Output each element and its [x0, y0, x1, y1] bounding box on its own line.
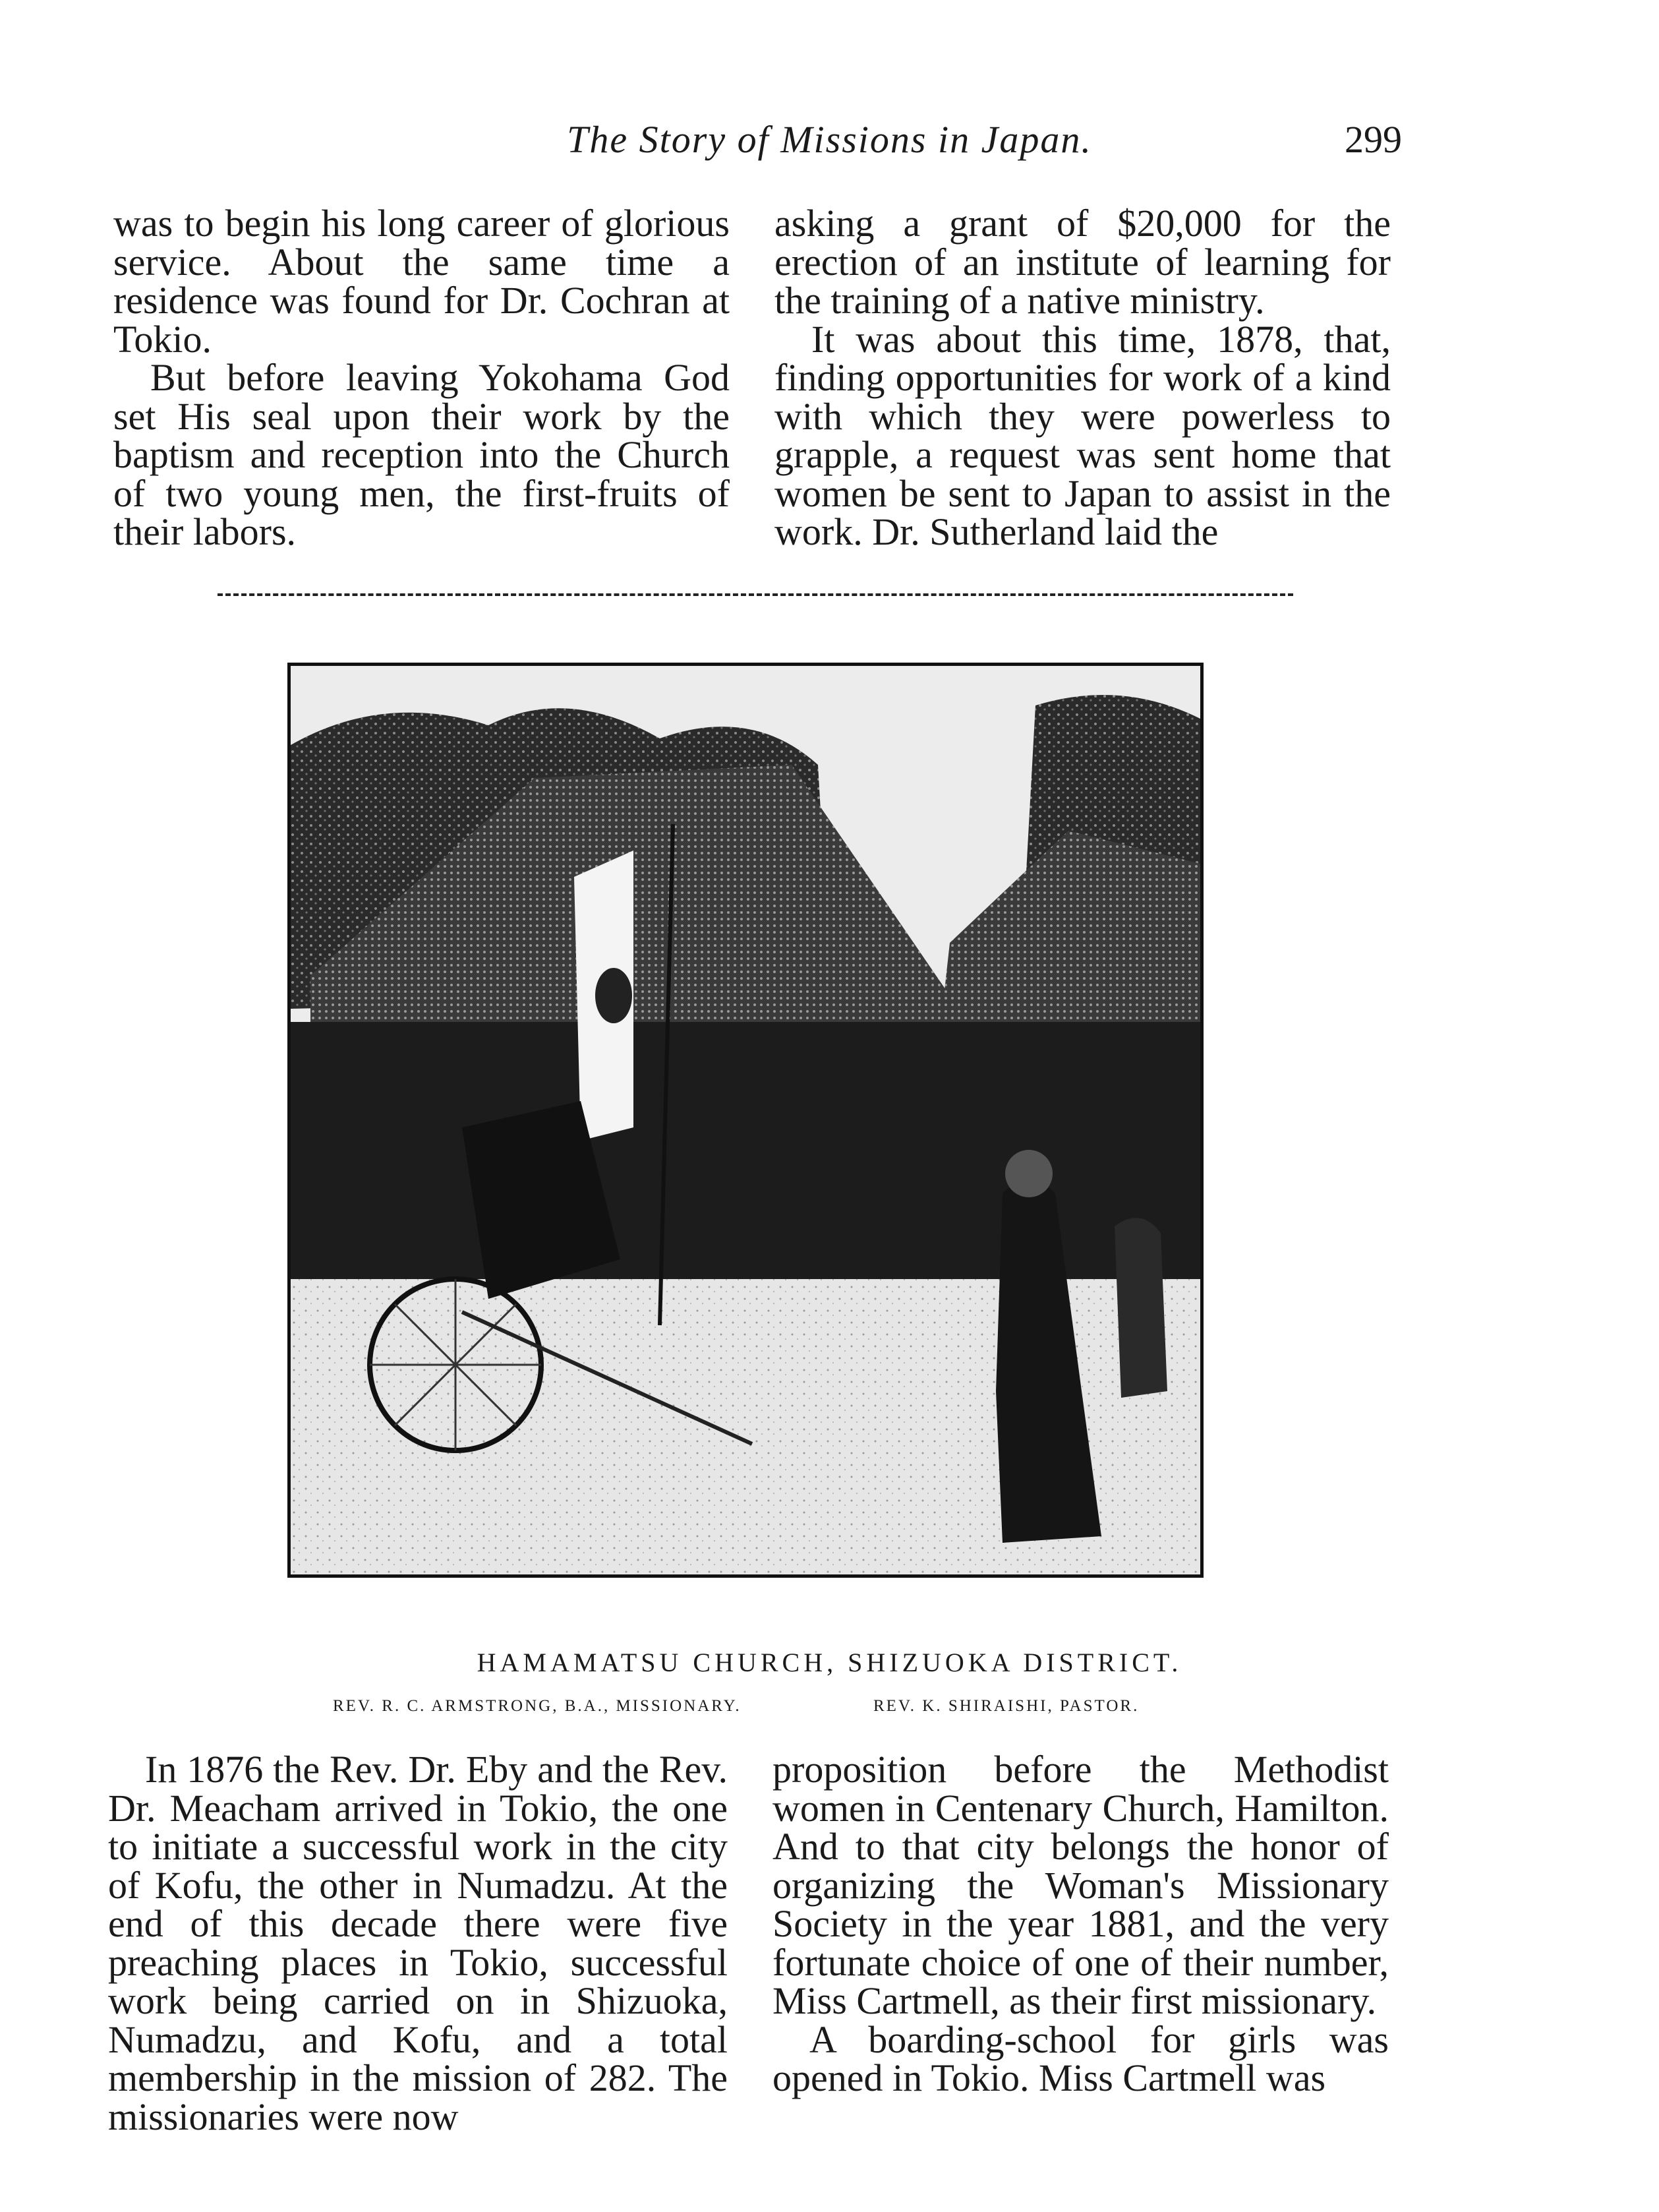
wall: [291, 1022, 1200, 1299]
credit-pastor: REV. K. SHIRAISHI, PASTOR.: [873, 1697, 1140, 1715]
paragraph: In 1876 the Rev. Dr. Eby and the Rev. Dr. Meacham arrived in Tokio, the one to initiate a successful work in the city of Kofu, the other in Numadzu. At the end of this decade there were five preaching places in Tokio, successful work being carried on in Shizuoka, Numadzu, and Kofu, and a total membership in the mission of 282. The missionaries were now: [108, 1748, 728, 2138]
dashed-separator: [218, 593, 1293, 596]
wheel-spokes: [370, 1279, 541, 1450]
page-number: 299: [1345, 118, 1402, 161]
top-right-column: [774, 204, 1391, 552]
bottom-left-column: [108, 1750, 728, 2136]
church-photograph: [287, 663, 1204, 1578]
credit-missionary: REV. R. C. ARMSTRONG, B.A., MISSIONARY.: [333, 1697, 742, 1715]
paragraph: A boarding-school for girls was opened in Tokio. Miss Cartmell was: [772, 2018, 1389, 2099]
paragraph: It was about this time, 1878, that, finding opportunities for work of a kind with which they were powerless to grapple, a request was sent home that women be sent to Japan to assist in the work. Dr. Sutherland laid the: [774, 317, 1391, 553]
running-title: The Story of Missions in Japan.: [567, 118, 1092, 161]
top-left-column: [113, 204, 730, 552]
background-figure: [1115, 1218, 1167, 1398]
paragraph: was to begin his long career of glorious service. About the same time a residence was found for Dr. Cochran at Tokio.: [113, 202, 730, 361]
bottom-right-column: [772, 1750, 1389, 2098]
figure-head: [1005, 1150, 1053, 1197]
paragraph: asking a grant of $20,000 for the erection of an institute of learning for the training of a native ministry.: [774, 202, 1391, 322]
paragraph: proposition before the Methodist women in Centenary Church, Hamilton. And to that city belongs the honor of organizing the Woman's Missionary Society in the year 1881, and the very fortunate choice of one of their number, Miss Cartmell, as their first missionary.: [772, 1748, 1389, 2022]
figure-caption: HAMAMATSU CHURCH, SHIZUOKA DISTRICT.: [477, 1648, 1182, 1677]
flag-emblem: [595, 968, 632, 1023]
paragraph: But before leaving Yokohama God set His seal upon their work by the baptism and reception into the Church of two young men, the first-fruits of their labors.: [113, 356, 730, 553]
